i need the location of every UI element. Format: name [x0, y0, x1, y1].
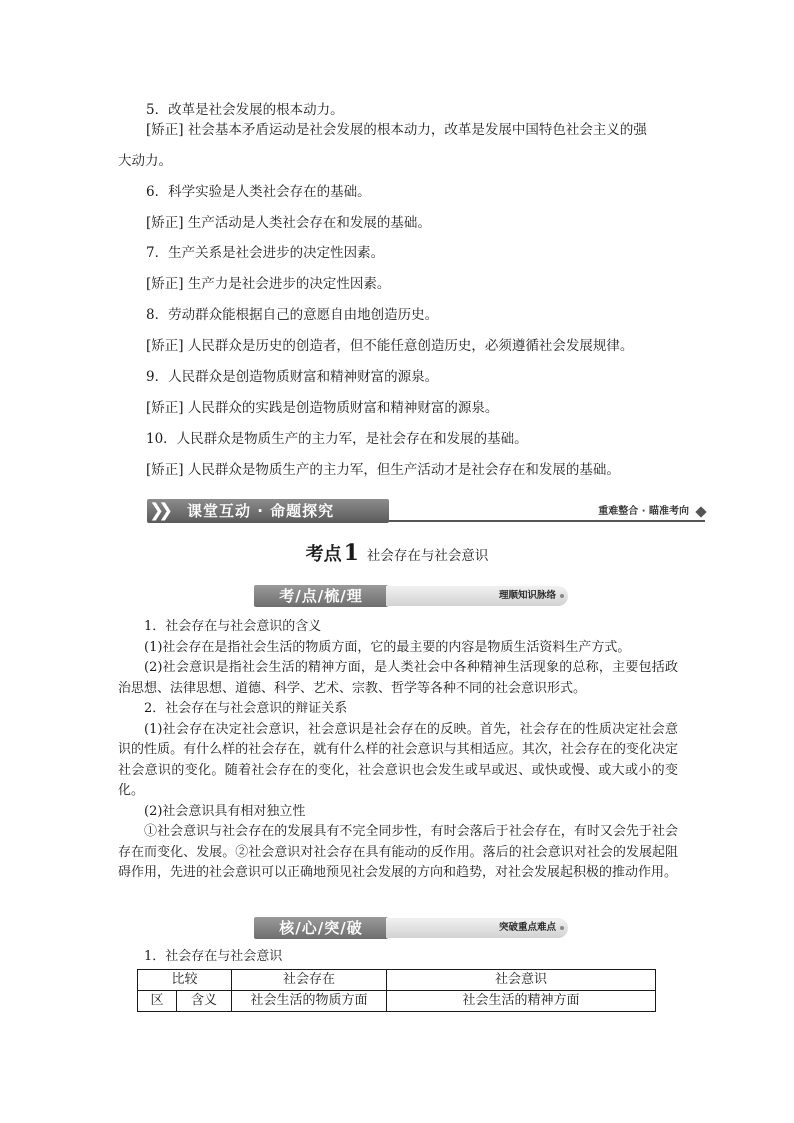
table-header-cell: 社会意识 [387, 970, 656, 991]
subsection-banner-knowledge [254, 585, 570, 607]
intro-line: [矫正] 人民群众的实践是创造物质财富和精神财富的源泉。 [146, 400, 499, 416]
knowledge-heading-2: 2．社会存在与社会意识的辩证关系 [144, 701, 348, 716]
knowledge-paragraph: (2)社会意识是指社会生活的精神方面，是人类社会中各种精神生活现象的总称，主要包括政治思想、法律思想、道德、科学、艺术、宗教、哲学等各种不同的社会意识形式。 [118, 660, 678, 696]
subsection-banner-tag-text: 突破重点难点 [498, 922, 556, 933]
subsection-banner-title: 考/点/梳/理 [254, 585, 388, 607]
knowledge-block [118, 617, 678, 884]
intro-line: 8．劳动群众能根据自己的意愿自由地创造历史。 [146, 307, 439, 323]
table-cell: 社会生活的精神方面 [387, 991, 656, 1012]
section-banner [147, 497, 707, 527]
knowledge-paragraph: (2)社会意识具有相对独立性 [144, 803, 306, 819]
dot-icon [560, 926, 564, 930]
core-heading: 1．社会存在与社会意识 [144, 949, 283, 964]
section-banner-divider [389, 520, 705, 522]
knowledge-heading-1: 1．社会存在与社会意识的含义 [144, 619, 322, 634]
intro-line: 9．人民群众是创造物质财富和精神财富的源泉。 [146, 369, 439, 385]
knowledge-paragraph: ①社会意识与社会存在的发展具有不完全同步性，有时会落后于社会存在，有时又会先于社会存在而变化、发展。②社会意识对社会存在具有能动的反作用。落后的社会意识对社会的发展起阻碍作用，先进的社会意识可以正确地预见社会发展的方向和趋势，对社会发展起积极的推动作用。 [118, 824, 678, 880]
table-header-cell: 比较 [138, 970, 232, 991]
dot-icon [560, 594, 564, 598]
intro-line: 10．人民群众是物质生产的主力军，是社会存在和发展的基础。 [146, 431, 528, 447]
intro-line: [矫正] 生产活动是人类社会存在和发展的基础。 [146, 215, 431, 231]
table-cell: 含义 [177, 991, 232, 1012]
diamond-icon [695, 506, 706, 517]
intro-line: 大动力。 [118, 153, 172, 169]
topic-title: 社会存在与社会意识 [366, 548, 489, 564]
intro-line: [矫正] 人民群众是物质生产的主力军，但生产活动才是社会存在和发展的基础。 [146, 462, 620, 478]
table-cell: 区 [138, 991, 177, 1012]
table-row [138, 991, 656, 1012]
intro-line: 7．生产关系是社会进步的决定性因素。 [146, 245, 385, 261]
topic-heading [0, 540, 794, 566]
section-banner-subtitle: 重难整合 · 瞄准考向 [598, 506, 689, 517]
knowledge-paragraph: (1)社会存在决定社会意识，社会意识是社会存在的反映。首先，社会存在的性质决定社会意识的性质。有什么样的社会存在，就有什么样的社会意识与其相适应。其次，社会存在的变化决定社会意识的变化。随着社会存在的变化，社会意识也会发生或早或迟、或快或慢、或大或小的变化。 [118, 721, 678, 798]
table-header-row [138, 970, 656, 991]
subsection-banner-tag-text: 理顺知识脉络 [498, 590, 556, 601]
intro-line: [矫正] 社会基本矛盾运动是社会发展的根本动力，改革是发展中国特色社会主义的强 [146, 122, 647, 138]
chevron-right-icon: ❯❯ [149, 500, 168, 521]
subsection-banner-title: 核/心/突/破 [254, 917, 388, 939]
intro-line: [矫正] 生产力是社会进步的决定性因素。 [146, 276, 391, 292]
subsection-banner-core [254, 917, 570, 939]
table-header-cell: 社会存在 [232, 970, 387, 991]
table-cell: 社会生活的物质方面 [232, 991, 387, 1012]
comparison-table [137, 969, 656, 1012]
topic-label: 考点 [305, 544, 342, 565]
intro-line: 5．改革是社会发展的根本动力。 [146, 102, 344, 118]
topic-number: 1 [343, 540, 359, 566]
section-banner-title: 课堂互动 · 命题探究 [187, 502, 335, 520]
core-block [118, 947, 678, 968]
intro-line: [矫正] 人民群众是历史的创造者，但不能任意创造历史，必须遵循社会发展规律。 [146, 338, 634, 354]
subsection-banner-tag [386, 918, 568, 938]
subsection-banner-tag [386, 586, 568, 606]
intro-line: 6．科学实验是人类社会存在的基础。 [146, 184, 371, 200]
knowledge-paragraph: (1)社会存在是指社会生活的物质方面，它的最主要的内容是物质生活资料生产方式。 [144, 639, 631, 655]
